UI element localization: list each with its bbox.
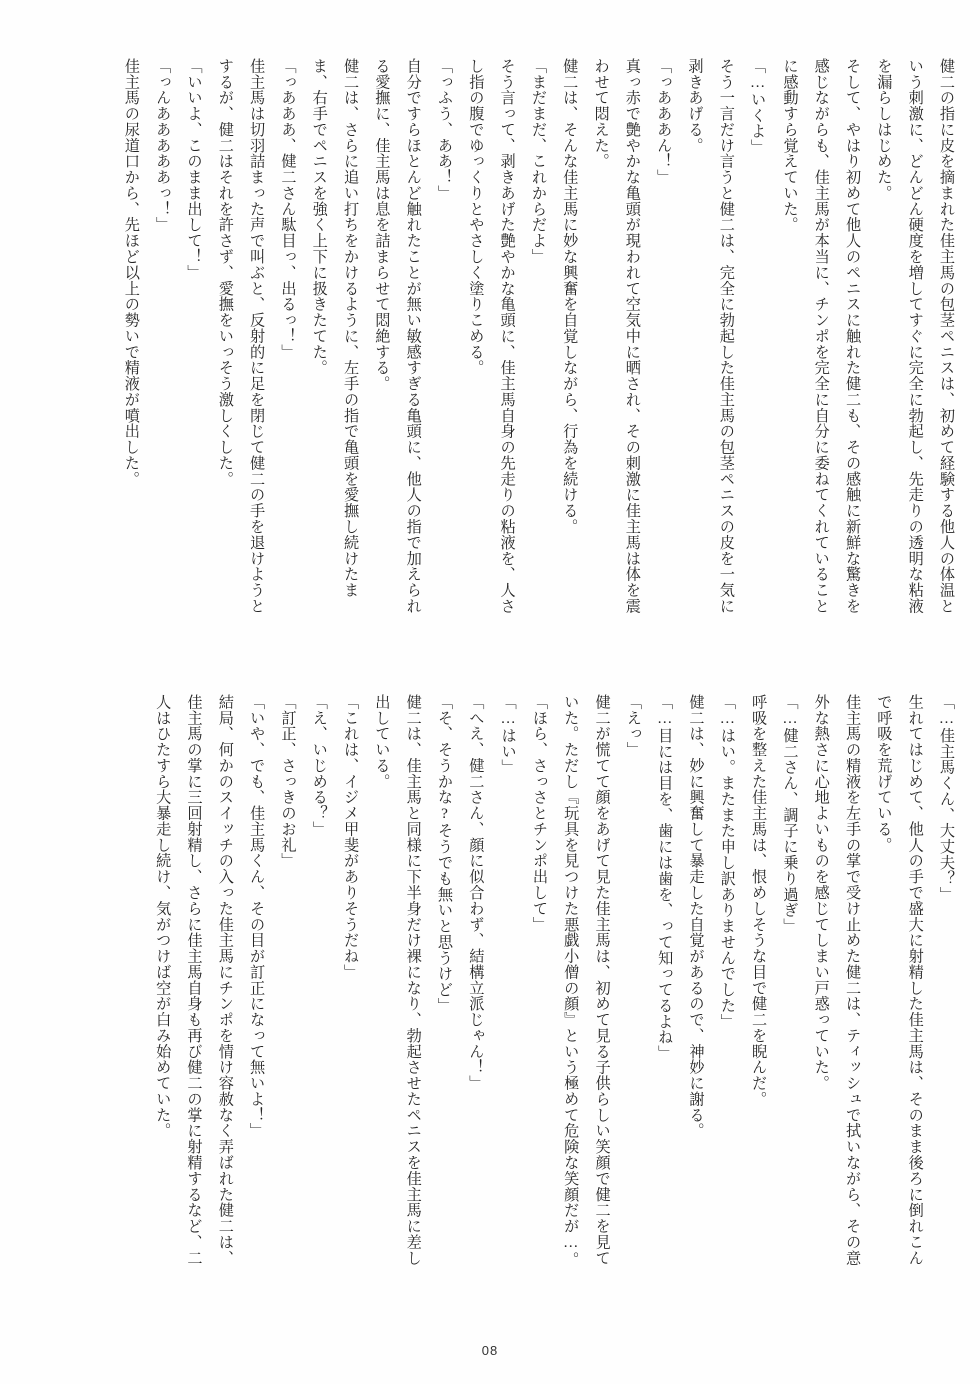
paragraph: 「ほら、さっさとチンポ出して」: [530, 694, 548, 933]
paragraph: 健二が慌てて顔をあげて見た佳主馬は、初めて見る子供らしい笑顔で健二を見ていた。ただし『玩具を見つけた悪戯小僧の顔』という極めて危険な笑顔だが…。: [562, 694, 611, 1268]
paragraph: 「…はい」: [499, 694, 517, 776]
paragraph: 「っあああん！」: [655, 58, 673, 186]
paragraph: 「…いくよ」: [749, 58, 767, 156]
paragraph: 自分ですらほとんど触れたことが無い敏感すぎる亀頭に、他人の指で加えられる愛撫に、佳主馬は息を詰まらせて悶絶する。: [373, 58, 422, 614]
paragraph: 「…目には目を、歯には歯を、って知ってるよね」: [656, 694, 674, 1062]
paragraph: 「いいよ、このまま出して！」: [185, 58, 203, 281]
paragraph: 「っあああ、健二さん駄目っ、出るっ！」: [279, 58, 297, 360]
paragraph: そう一言だけ言うと健二は、完全に勃起した佳主馬の包茎ペニスの皮を一気に剥きあげる。: [686, 58, 735, 614]
paragraph: 健二は、佳主馬と同様に下半身だけ裸になり、勃起させたペニスを佳主馬に差し出している。: [373, 694, 422, 1266]
page-number: 08: [481, 1343, 499, 1358]
paragraph: 「…健二さん、調子に乗り過ぎ」: [781, 694, 799, 935]
paragraph: 結局、何かのスイッチの入った佳主馬にチンポを情け容赦なく弄ばれた健二は、佳主馬の掌に三回射精し、さらに佳主馬自身も再び健二の掌に射精するなど、二人はひたすら大暴走し続け、気がつけば空が白み始めていた。: [154, 694, 234, 1266]
paragraph: 真っ赤で艶やかな亀頭が現われて空気中に晒され、その刺激に佳主馬は体を震わせて悶えた。: [592, 58, 641, 614]
paragraph: 「まだまだ、これからだよ」: [529, 58, 547, 265]
paragraph: 「いや、でも、佳主馬くん、その目が訂正になって無いよ！」: [248, 694, 266, 1139]
paragraph: 佳主馬の精液を左手の掌で受け止めた健二は、ティッシュで拭いながら、その意外な熱さに心地よいものを感じてしまい戸惑っていた。: [812, 694, 862, 1266]
paragraph: 「へえ、健二さん、顔に似合わず、結構立派じゃん！」: [467, 694, 485, 1092]
paragraph: 「…はい。またまた申し訳ありませんでした」: [718, 694, 736, 1030]
paragraph-gap: [491, 694, 492, 1274]
text-block-top: [62, 58, 962, 618]
paragraph: 「え、いじめる？」: [310, 694, 328, 837]
paragraph: そう言って、剥きあげた艶やかな亀頭に、佳主馬自身の先走りの粘液を、人さし指の腹でゆっくりとやさしく塗りこめる。: [467, 58, 516, 614]
text-block-bottom: [62, 694, 962, 1274]
paragraph: 健二は、妙に興奮して暴走した自覚があるので、神妙に謝る。: [687, 694, 705, 1139]
paragraph: 健二の指に皮を摘まれた佳主馬の包茎ペニスは、初めて経験する他人の体温という刺激に、どんどん硬度を増してすぐに完全に勃起し、先走りの透明な粘液を漏らしはじめた。: [875, 58, 955, 614]
paragraph: 「…佳主馬くん、大丈夫？」: [938, 694, 955, 903]
paragraph: 「訂正、さっきのお礼」: [279, 694, 297, 869]
paragraph: 「これは、イジメ甲斐がありそうだね」: [342, 694, 360, 980]
paragraph: 「えっ」: [624, 694, 642, 758]
paragraph: 佳主馬は切羽詰まった声で叫ぶと、反射的に足を閉じて健二の手を退けようとするが、健二はそれを許さず、愛撫をいっそう激しくした。: [216, 58, 266, 614]
paragraph: 佳主馬の尿道口から、先ほど以上の勢いで精液が噴出した。: [122, 58, 140, 487]
paragraph: 「っふう、ああ！」: [436, 58, 453, 201]
paragraph: 生れてはじめて、他人の手で盛大に射精した佳主馬は、そのまま後ろに倒れこんで呼吸を荒げている。: [875, 694, 924, 1266]
paragraph: 健二は、さらに追い打ちをかけるように、左手の指で亀頭を愛撫し続けたまま、右手でペニスを強く上下に扱きたてた。: [310, 58, 360, 599]
paragraph: そして、やはり初めて他人のペニスに触れた健二も、その感触に新鮮な驚きを感じながらも、佳主馬が本当に、チンポを完全に自分に委ねてくれていることに感動すら覚えていた。: [781, 58, 862, 614]
paragraph: 「そ、そうかな?そうでも無いと思うけど」: [436, 694, 453, 1014]
paragraph: 「っんあああああっ！」: [154, 58, 172, 233]
paragraph: 呼吸を整えた佳主馬は、恨めしそうな目で健二を睨んだ。: [750, 694, 768, 1107]
paragraph: 健二は、そんな佳主馬に妙な興奮を自覚しながら、行為を続ける。: [561, 58, 579, 535]
